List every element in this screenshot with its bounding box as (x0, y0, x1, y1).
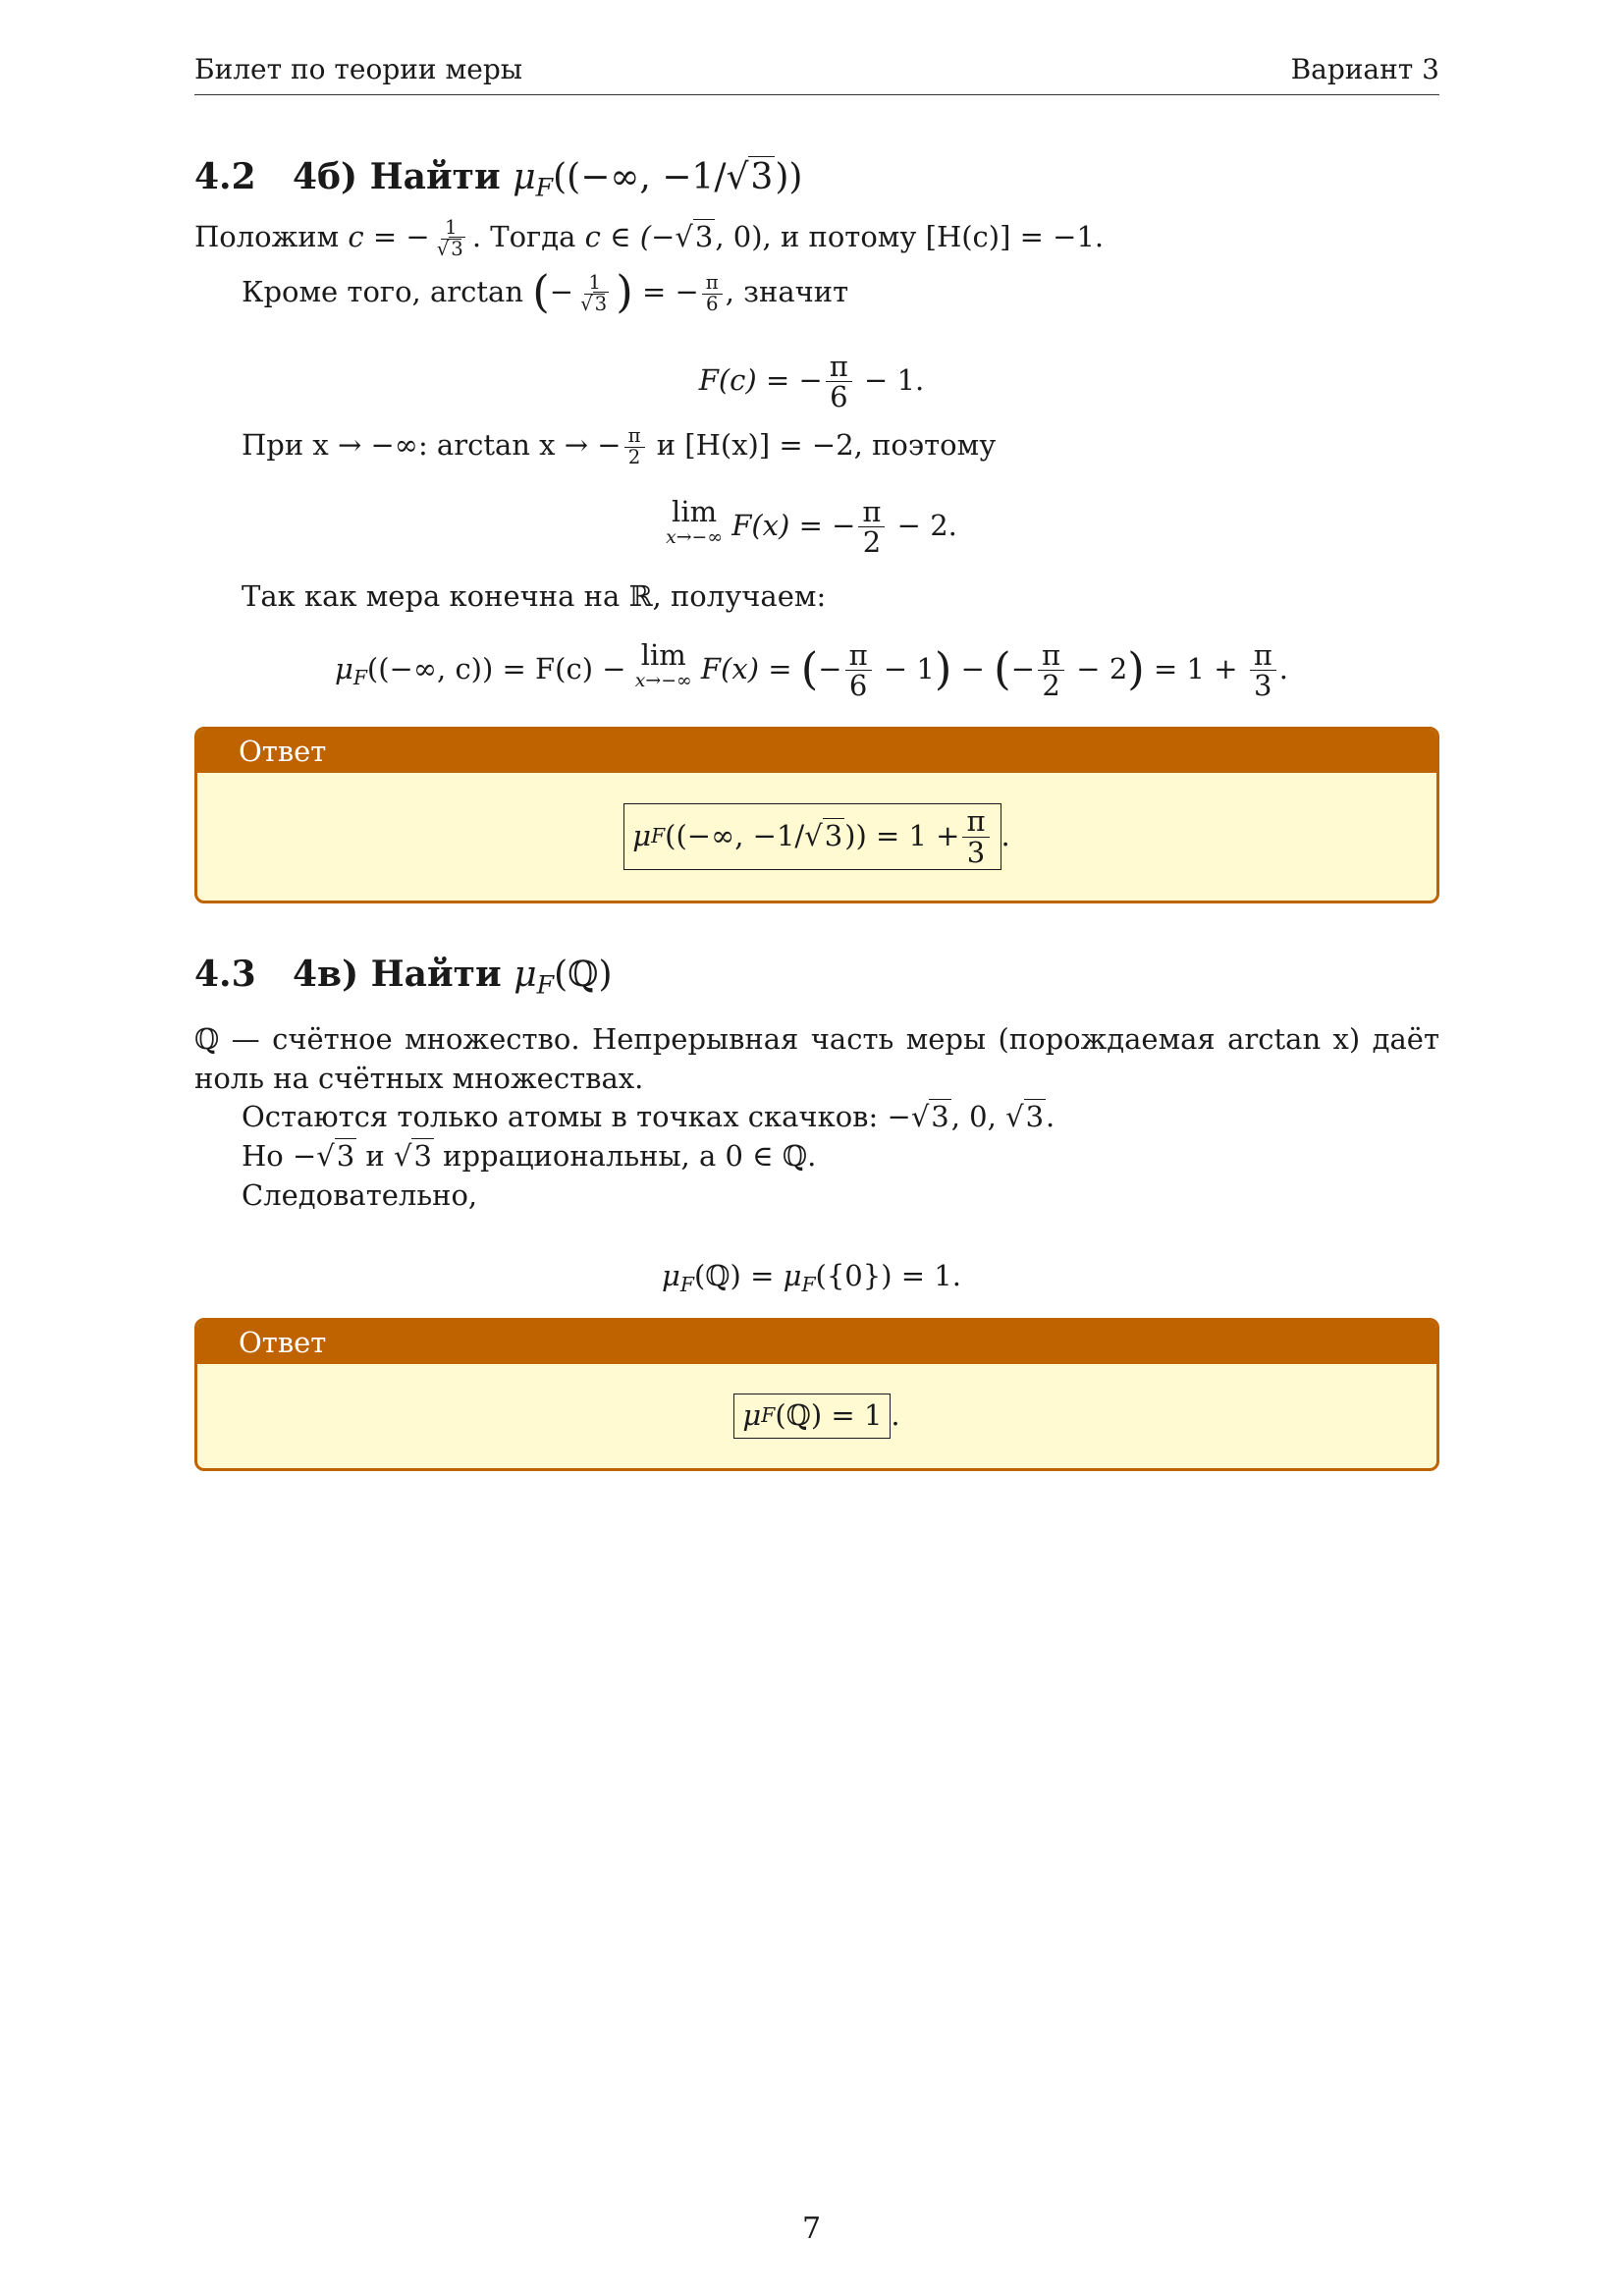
section-title-math: $\mu_F(ℚ)$ (514, 955, 613, 1000)
equation-measure: $\mu_F((-\infty$, c)) = F(c) − lim x→−∞ F(x) = (− $\frac{\pi}{6}$ − 1) − (− $\frac{\pi}{2}$ − 2) = 1 + $\frac{\pi}{3}$ . (334, 638, 1289, 703)
answer-box-1: Ответ μ F ((−∞, −1/ √3 )) = 1 + $\frac{\pi}{3}$ . (194, 727, 1439, 903)
answer-formula: μ F ((−∞, −1/ √3 )) = 1 + $\frac{\pi}{3}$ (623, 803, 1001, 870)
fraction: $\frac{\pi}{6}$ (845, 640, 872, 701)
section-number: 4.2 (194, 156, 256, 197)
fraction: $\frac{1}{√ 3}$ (436, 216, 463, 260)
section-4-3-title (194, 951, 613, 1003)
answer-label: Ответ (197, 1321, 1436, 1364)
fraction: $\frac{\pi}{2}$ (858, 497, 885, 558)
page-number: 7 (801, 2212, 822, 2246)
para-limit: При x → −∞: arctan x → − $\frac{\pi}{2}$ и [H(x)] = −2, поэтому (242, 424, 997, 468)
running-header (194, 51, 1439, 95)
para-irrational: Но −√3 и √3 иррациональны, а 0 ∈ ℚ. (242, 1139, 817, 1173)
equation-limit: lim x→−∞ F(x) = − $\frac{\pi}{2}$ − 2. (666, 495, 957, 560)
section-title-text: 4б) Найти (293, 156, 501, 197)
fraction: $\frac{\pi}{3}$ (962, 806, 989, 867)
para-atoms: Остаются только атомы в точках скачков: −√3, 0, √3. (242, 1100, 1055, 1133)
answer-label: Ответ (197, 730, 1436, 773)
answer-box-2: Ответ μ F (ℚ) = 1 . (194, 1318, 1439, 1471)
fraction: $\frac{\pi}{3}$ (1250, 640, 1276, 701)
fraction: $\frac{\pi}{2}$ (1038, 640, 1064, 701)
para-countable: ℚ — счётное множество. Непрерывная часть меры (порождаемая arctan x) даёт ноль на счётных множествах. (194, 1022, 1439, 1095)
equation-F-c: F(c) = − $\frac{\pi}{6}$ − 1. (698, 350, 925, 414)
fraction: $\frac{\pi}{2}$ (624, 426, 645, 467)
fraction: $\frac{1}{√ 3}$ (580, 271, 608, 315)
section-4-2-title (194, 153, 802, 205)
para-arctan: Кроме того, arctan (− $\frac{1}{√ 3}$ ) = − $\frac{\pi}{6}$ , значит (242, 265, 849, 318)
equation-mu-Q: $\mu_F(ℚ) = \mu_F(\{0\}) = 1$. (662, 1259, 961, 1297)
para-therefore: Следовательно, (242, 1178, 478, 1212)
section-title-text: 4в) Найти (293, 954, 502, 995)
para-let-c: Положим c = − $\frac{1}{√ 3}$ . Тогда c ∈ (−√3, 0), и потому [H(c)] = −1. (194, 216, 1105, 260)
answer-formula: μ F (ℚ) = 1 (733, 1394, 891, 1438)
fraction: $\frac{\pi}{6}$ (826, 352, 852, 412)
fraction: $\frac{\pi}{6}$ (702, 273, 723, 314)
header-right: Вариант 3 (1290, 53, 1439, 85)
section-number: 4.3 (194, 954, 256, 995)
section-title-math: $\mu_F((-\infty$, −1/√3)) (513, 157, 803, 202)
para-finite-measure: Так как мера конечна на ℝ, получаем: (242, 579, 827, 613)
header-left: Билет по теории меры (194, 53, 523, 85)
